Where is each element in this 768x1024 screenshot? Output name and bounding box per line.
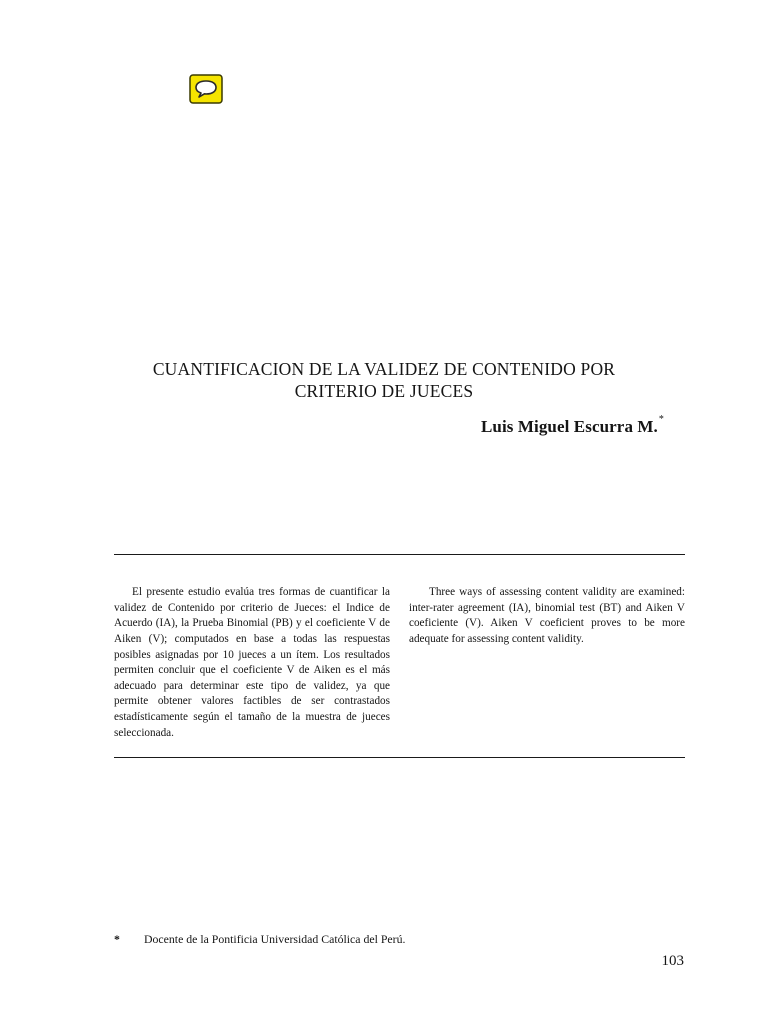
abstract-spanish: El presente estudio evalúa tres formas de cuantificar la validez de Contenido por criterio de Jueces: el Indice de Acuerdo (IA), la Prueba Binomial (PB) y el coeficiente V de Aiken (V); computados en base a todas las respuestas posibles asignadas por 10 jueces a un ítem. Los resultados permiten concluir que el coeficiente V de Aiken es el más adecuado para determinar este tipo de validez, ya que permite obtener valores factibles de ser contrastados estadísticamente según el tamaño de la muestra de jueces seleccionada.: [114, 586, 390, 739]
top-divider: [114, 554, 685, 555]
article-title: [100, 358, 668, 402]
comment-icon[interactable]: [189, 74, 223, 104]
footnote-text: Docente de la Pontificia Universidad Católica del Perú.: [144, 932, 406, 946]
title-line-1: CUANTIFICACION DE LA VALIDEZ DE CONTENIDO POR: [152, 359, 616, 379]
author-footnote-mark: *: [658, 414, 664, 425]
abstract-english: Three ways of assessing content validity are examined: inter-rater agreement (IA), binomial test (BT) and Aiken V coeficiente (V). Aiken V coeficient proves to be more adequate for assessing content validity.: [409, 586, 685, 645]
footnote-marker: *: [114, 932, 120, 946]
bottom-divider: [114, 757, 685, 758]
footnote: [114, 932, 405, 947]
page-number: 103: [661, 953, 684, 969]
author-text: Luis Miguel Escurra M.: [480, 417, 658, 436]
author-name: [480, 414, 664, 437]
title-line-2: CRITERIO DE JUECES: [294, 381, 474, 401]
